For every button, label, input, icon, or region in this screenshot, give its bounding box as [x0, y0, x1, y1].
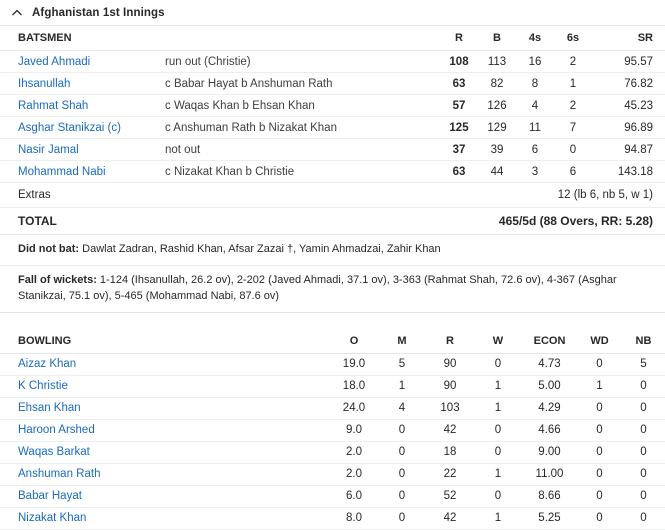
- bowler-wickets: 0: [474, 419, 522, 441]
- total-value: 465/5d (88 Overs, RR: 5.28): [165, 208, 665, 235]
- bowler-name[interactable]: Nizakat Khan: [0, 507, 330, 529]
- bowler-wickets: 0: [474, 353, 522, 375]
- col-sixes: 6s: [554, 26, 592, 51]
- table-row: [0, 507, 665, 529]
- bowler-maidens: 5: [378, 353, 426, 375]
- bowler-maidens: 0: [378, 485, 426, 507]
- batsman-name[interactable]: Nasir Jamal: [0, 139, 165, 161]
- batsman-fours: 3: [516, 161, 554, 183]
- col-runs: R: [440, 26, 478, 51]
- bowler-overs: 8.0: [330, 507, 378, 529]
- bowler-wickets: 1: [474, 507, 522, 529]
- table-row: [0, 485, 665, 507]
- col-noballs: NB: [622, 329, 665, 354]
- batsman-strike-rate: 96.89: [592, 117, 665, 139]
- dismissal-text: c Waqas Khan b Ehsan Khan: [165, 95, 440, 117]
- bowler-name[interactable]: Haroon Arshed: [0, 419, 330, 441]
- batsman-fours: 8: [516, 73, 554, 95]
- table-row: [0, 95, 665, 117]
- batsman-sixes: 0: [554, 139, 592, 161]
- bowler-wides: 0: [577, 441, 622, 463]
- bowler-wides: 0: [577, 485, 622, 507]
- batsman-name[interactable]: Asghar Stanikzai (c): [0, 117, 165, 139]
- total-row: [0, 208, 665, 235]
- bowler-maidens: 4: [378, 397, 426, 419]
- col-batsmen: BATSMEN: [0, 26, 165, 51]
- bowler-maidens: 0: [378, 507, 426, 529]
- section-spacer: [0, 313, 665, 329]
- batsman-runs: 63: [440, 161, 478, 183]
- batsman-balls: 113: [478, 51, 516, 73]
- bowler-noballs: 0: [622, 485, 665, 507]
- bowling-header-row: [0, 329, 665, 354]
- dismissal-text: c Nizakat Khan b Christie: [165, 161, 440, 183]
- batsman-sixes: 2: [554, 51, 592, 73]
- bowler-runs: 103: [426, 397, 474, 419]
- bowler-name[interactable]: Aizaz Khan: [0, 353, 330, 375]
- bowler-noballs: 0: [622, 375, 665, 397]
- dismissal-text: c Anshuman Rath b Nizakat Khan: [165, 117, 440, 139]
- batsman-balls: 129: [478, 117, 516, 139]
- table-row: [0, 353, 665, 375]
- bowler-noballs: 0: [622, 507, 665, 529]
- batsman-sixes: 2: [554, 95, 592, 117]
- bowler-name[interactable]: Anshuman Rath: [0, 463, 330, 485]
- bowler-noballs: 0: [622, 463, 665, 485]
- col-bowler-runs: R: [426, 329, 474, 354]
- bowler-maidens: 1: [378, 375, 426, 397]
- bowler-economy: 8.66: [522, 485, 577, 507]
- bowler-name[interactable]: Babar Hayat: [0, 485, 330, 507]
- table-row: [0, 397, 665, 419]
- batsman-name[interactable]: Mohammad Nabi: [0, 161, 165, 183]
- table-row: [0, 441, 665, 463]
- bowler-overs: 9.0: [330, 419, 378, 441]
- batsman-balls: 44: [478, 161, 516, 183]
- bowler-overs: 6.0: [330, 485, 378, 507]
- bowler-wides: 0: [577, 397, 622, 419]
- batsman-fours: 11: [516, 117, 554, 139]
- bowler-name[interactable]: K Christie: [0, 375, 330, 397]
- col-balls: B: [478, 26, 516, 51]
- extras-value: 12 (lb 6, nb 5, w 1): [165, 183, 665, 208]
- col-overs: O: [330, 329, 378, 354]
- bowler-wickets: 1: [474, 375, 522, 397]
- bowler-maidens: 0: [378, 419, 426, 441]
- table-row: [0, 161, 665, 183]
- batsman-sixes: 1: [554, 73, 592, 95]
- batsman-runs: 125: [440, 117, 478, 139]
- bowler-economy: 4.73: [522, 353, 577, 375]
- table-row: [0, 375, 665, 397]
- fall-of-wickets-label: Fall of wickets:: [18, 273, 97, 286]
- col-maidens: M: [378, 329, 426, 354]
- batsman-strike-rate: 94.87: [592, 139, 665, 161]
- bowler-wickets: 1: [474, 397, 522, 419]
- col-wickets: W: [474, 329, 522, 354]
- table-row: [0, 139, 665, 161]
- batsman-name[interactable]: Javed Ahmadi: [0, 51, 165, 73]
- bowler-wides: 0: [577, 507, 622, 529]
- bowler-runs: 18: [426, 441, 474, 463]
- batsman-balls: 82: [478, 73, 516, 95]
- batsman-balls: 39: [478, 139, 516, 161]
- bowler-runs: 22: [426, 463, 474, 485]
- table-row: [0, 117, 665, 139]
- bowler-noballs: 0: [622, 441, 665, 463]
- bowler-noballs: 5: [622, 353, 665, 375]
- bowler-runs: 42: [426, 419, 474, 441]
- fall-of-wickets-note: [0, 266, 665, 313]
- did-not-bat-label: Did not bat:: [18, 243, 80, 255]
- bowler-overs: 18.0: [330, 375, 378, 397]
- bowler-wides: 0: [577, 419, 622, 441]
- table-row: [0, 463, 665, 485]
- did-not-bat-text: Dawlat Zadran, Rashid Khan, Afsar Zazai †, Yamin Ahmadzai, Zahir Khan: [82, 243, 441, 255]
- bowler-runs: 52: [426, 485, 474, 507]
- bowler-maidens: 0: [378, 441, 426, 463]
- bowler-economy: 5.25: [522, 507, 577, 529]
- bowler-wides: 0: [577, 353, 622, 375]
- bowler-wickets: 0: [474, 441, 522, 463]
- col-economy: ECON: [522, 329, 577, 354]
- did-not-bat-note: [0, 235, 665, 266]
- col-wides: WD: [577, 329, 622, 354]
- batsman-strike-rate: 143.18: [592, 161, 665, 183]
- chevron-up-icon[interactable]: [10, 6, 24, 20]
- col-fours: 4s: [516, 26, 554, 51]
- extras-label: Extras: [0, 183, 165, 208]
- col-strike-rate: SR: [592, 26, 665, 51]
- dismissal-text: c Babar Hayat b Anshuman Rath: [165, 73, 440, 95]
- bowler-overs: 19.0: [330, 353, 378, 375]
- bowler-overs: 24.0: [330, 397, 378, 419]
- table-row: [0, 51, 665, 73]
- batsman-fours: 4: [516, 95, 554, 117]
- bowler-wides: 1: [577, 375, 622, 397]
- batsman-sixes: 7: [554, 117, 592, 139]
- batsman-strike-rate: 45.23: [592, 95, 665, 117]
- batsman-name[interactable]: Rahmat Shah: [0, 95, 165, 117]
- innings-title: Afghanistan 1st Innings: [32, 6, 165, 19]
- batsman-name[interactable]: Ihsanullah: [0, 73, 165, 95]
- bowler-overs: 2.0: [330, 441, 378, 463]
- fall-of-wickets-text: 1-124 (Ihsanullah, 26.2 ov), 2-202 (Javed Ahmadi, 37.1 ov), 3-363 (Rahmat Shah, 72.6 ov), 4-367 (Asghar Stanikzai, 75.1 ov), 5-465 (Mohammad Nabi, 87.6 ov): [18, 273, 617, 302]
- bowler-noballs: 0: [622, 397, 665, 419]
- batsman-runs: 63: [440, 73, 478, 95]
- batsman-fours: 16: [516, 51, 554, 73]
- bowler-economy: 9.00: [522, 441, 577, 463]
- bowler-name[interactable]: Waqas Barkat: [0, 441, 330, 463]
- bowler-runs: 90: [426, 353, 474, 375]
- bowler-wides: 0: [577, 463, 622, 485]
- bowling-table: [0, 329, 665, 530]
- batsman-strike-rate: 76.82: [592, 73, 665, 95]
- bowler-noballs: 0: [622, 419, 665, 441]
- bowler-economy: 4.29: [522, 397, 577, 419]
- table-row: [0, 419, 665, 441]
- batsman-strike-rate: 95.57: [592, 51, 665, 73]
- bowler-runs: 90: [426, 375, 474, 397]
- bowler-name[interactable]: Ehsan Khan: [0, 397, 330, 419]
- batsman-runs: 57: [440, 95, 478, 117]
- batsman-runs: 37: [440, 139, 478, 161]
- batsman-runs: 108: [440, 51, 478, 73]
- batting-header-row: [0, 26, 665, 51]
- bowler-runs: 42: [426, 507, 474, 529]
- col-bowling: BOWLING: [0, 329, 330, 354]
- total-label: TOTAL: [0, 208, 165, 235]
- bowler-wickets: 0: [474, 485, 522, 507]
- bowler-overs: 2.0: [330, 463, 378, 485]
- extras-row: [0, 183, 665, 208]
- batsman-balls: 126: [478, 95, 516, 117]
- batsman-fours: 6: [516, 139, 554, 161]
- bowler-economy: 11.00: [522, 463, 577, 485]
- innings-header[interactable]: [0, 0, 665, 26]
- dismissal-text: not out: [165, 139, 440, 161]
- table-row: [0, 73, 665, 95]
- bowler-economy: 5.00: [522, 375, 577, 397]
- batting-table: [0, 26, 665, 235]
- bowler-wickets: 1: [474, 463, 522, 485]
- col-dismissal: [165, 26, 440, 51]
- dismissal-text: run out (Christie): [165, 51, 440, 73]
- bowler-maidens: 0: [378, 463, 426, 485]
- batsman-sixes: 6: [554, 161, 592, 183]
- bowler-economy: 4.66: [522, 419, 577, 441]
